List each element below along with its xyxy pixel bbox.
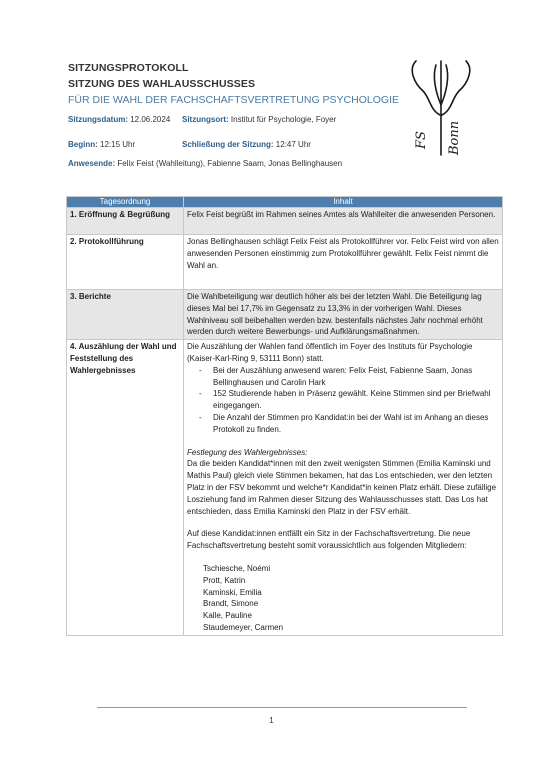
meta-row-attendees <box>68 158 342 169</box>
row-content: Felix Feist begrüßt im Rahmen seines Amtes als Wahlleiter die anwesenden Personen. <box>184 208 503 235</box>
column-header-agenda: Tagesordnung <box>67 197 184 208</box>
member-name: Prott, Katrin <box>203 575 246 585</box>
meta-date-label: Sitzungsdatum: <box>68 115 128 124</box>
seats-paragraph: Auf diese Kandidat:innen entfällt ein Sitz in der Fachschaftsvertretung. Die neue Fachschaftsvertretung besteht somit voraussichtlich aus folgenden Mitgliedern: <box>187 529 471 551</box>
document-title: SITZUNGSPROTOKOLL <box>68 62 189 74</box>
table-row <box>67 235 503 290</box>
count-intro: Die Auszählung der Wahlen fand öffentlich im Foyer des Instituts für Psychologie (Kaiser-Karl-Ring 9, 53111 Bonn) statt. <box>187 342 473 363</box>
meta-place-value: Institut für Psychologie, Foyer <box>230 115 337 124</box>
list-item: - Die Anzahl der Stimmen pro Kandidat:in bei der Wahl ist im Anhang an dieses Protokoll zu finden. <box>213 412 499 436</box>
table-row <box>67 340 503 636</box>
svg-text:FS: FS <box>414 131 429 149</box>
row-topic: 2. Protokollführung <box>67 235 184 290</box>
footer-divider <box>97 707 467 708</box>
table-row <box>67 208 503 235</box>
count-bullet-list <box>187 365 499 436</box>
list-item: - 152 Studierende haben in Präsenz gewählt. Keine Stimmen sind per Briefwahl eingegangen. <box>213 388 499 412</box>
meta-start-label: Beginn: <box>68 140 98 149</box>
row-topic: 1. Eröffnung & Begrüßung <box>67 208 184 235</box>
result-subheading: Festlegung des Wahlergebnisses: <box>187 447 308 457</box>
table-header-row <box>67 197 503 208</box>
row-topic: 3. Berichte <box>67 290 184 340</box>
fs-bonn-logo <box>406 57 476 157</box>
meta-place-label: Sitzungsort: <box>182 115 229 124</box>
document-subtitle: SITZUNG DES WAHLAUSSCHUSSES <box>68 78 256 90</box>
meta-start-value: 12:15 Uhr <box>100 140 136 149</box>
list-item: - Bei der Auszählung anwesend waren: Felix Feist, Fabienne Saam, Jonas Bellinghausen und Carolin Hark <box>213 365 499 389</box>
meta-row-end <box>182 139 311 150</box>
member-name: Staudemeyer, Carmen <box>203 622 284 632</box>
document-subtitle-election: FÜR DIE WAHL DER FACHSCHAFTSVERTRETUNG PSYCHOLOGIE <box>68 94 399 106</box>
table-row <box>67 290 503 340</box>
row-content <box>184 340 503 636</box>
page-number: 1 <box>269 716 274 725</box>
meta-date-value: 12.06.2024 <box>130 115 171 124</box>
meta-row-date <box>68 114 170 125</box>
meta-attendees-value: Felix Feist (Wahlleitung), Fabienne Saam, Jonas Bellinghausen <box>117 159 343 168</box>
lottery-paragraph: Da die beiden Kandidat*innen mit den zweit wenigsten Stimmen (Emilia Kaminski und Mathis Paul) gleich viele Stimmen bekamen, hat das Los entschieden, wer den letzten Platz in der FSV bekommt und welche*r Kandidat*in keinen Platz erhält. Diese zufällige Losziehung fand im Rahmen dieser Sitzung des Wahlausschusses statt. Das Los hat entschieden, dass Emilia Kaminski den Platz in der FSV erhält. <box>187 459 497 516</box>
row-topic: 4. Auszählung der Wahl und Feststellung des Wahlergebnisses <box>67 340 184 636</box>
member-name: Kaminski, Emilia <box>203 587 262 597</box>
row-content: Jonas Bellinghausen schlägt Felix Feist als Protokollführer vor. Felix Feist wird von allen anwesenden Personen einstimmig zum Protokollführer gewählt. Felix Feist nimmt die Wahl an. <box>184 235 503 290</box>
meta-attendees-label: Anwesende: <box>68 159 116 168</box>
meta-end-label: Schließung der Sitzung: <box>182 140 274 149</box>
member-name: Brandt, Simone <box>203 599 259 609</box>
agenda-table <box>66 196 503 636</box>
meta-end-value: 12:47 Uhr <box>275 140 311 149</box>
member-name: Kalle, Pauline <box>203 611 252 621</box>
column-header-content: Inhalt <box>184 197 503 208</box>
document-header <box>68 60 399 109</box>
member-name: Tschiesche, Noémi <box>203 563 271 573</box>
row-content: Die Wahlbeteiligung war deutlich höher als bei der letzten Wahl. Die Beteiligung lag dieses Mal bei 17,7% im Gegensatz zu 13,3% in der vorherigen Wahl. Dieses Wahlniveau soll beibehalten werden bzw. bestenfalls nächstes Jahr nochmal erhöht werden durch weitere Bewerbungs- und Aufklärungsmaßnahmen. <box>184 290 503 340</box>
svg-text:Bonn: Bonn <box>447 120 462 155</box>
member-list <box>187 563 499 634</box>
meta-row-start <box>68 139 135 150</box>
meta-row-place <box>182 114 336 125</box>
